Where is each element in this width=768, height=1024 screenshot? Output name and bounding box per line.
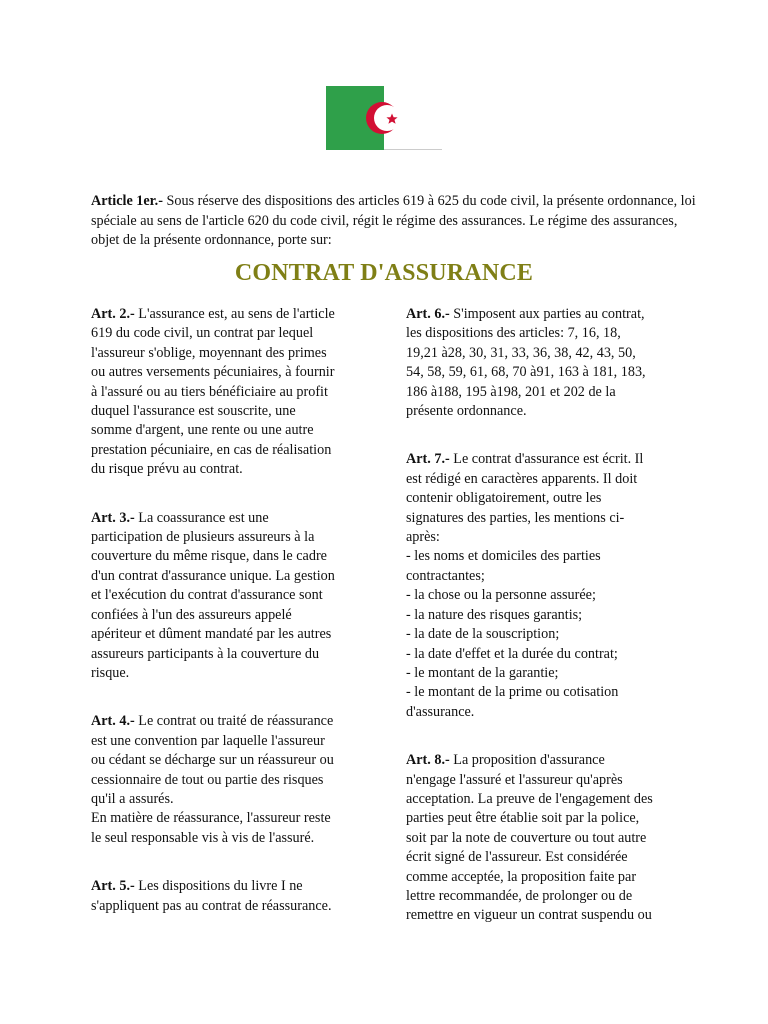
article-line: [91, 567, 373, 586]
right-column: [406, 305, 690, 955]
article-text: les dispositions des articles: 7, 16, 18,: [406, 325, 621, 342]
article-text: parties peut être établie soit par la police,: [406, 810, 640, 827]
article-line: [406, 344, 690, 363]
algerian-flag-image: [326, 86, 442, 150]
article-text: n'engage l'assuré et l'assureur qu'après: [406, 771, 623, 788]
article-text: - la nature des risques garantis;: [406, 606, 583, 623]
article-line: [406, 664, 690, 683]
article-text: confiées à l'un des assureurs appelé: [91, 606, 292, 623]
article-text: prestation pécuniaire, en cas de réalisation: [91, 441, 332, 458]
article-text: s'appliquent pas au contrat de réassurance.: [91, 897, 332, 914]
article-1-paragraph: [91, 192, 701, 251]
article-text: acceptation. La preuve de l'engagement des: [406, 790, 653, 807]
article-line: [406, 383, 690, 402]
article-text: - la date d'effet et la durée du contrat;: [406, 645, 618, 662]
article-label: Art. 3.-: [91, 509, 135, 526]
article-label: Art. 7.-: [406, 451, 450, 468]
article-line: [406, 450, 690, 469]
article-label: Art. 8.-: [406, 752, 450, 769]
article-line: [91, 664, 373, 683]
article-paragraph: [91, 877, 373, 916]
article-line: [91, 586, 373, 605]
article-line: [91, 625, 373, 644]
article-line: [91, 509, 373, 528]
article-line: [406, 809, 690, 828]
article-line: [91, 897, 373, 916]
article-text: En matière de réassurance, l'assureur reste: [91, 810, 331, 827]
article-line: [406, 868, 690, 887]
article-line: [91, 441, 373, 460]
article-line: [406, 509, 690, 528]
article-line: [91, 547, 373, 566]
article-text: 54, 58, 59, 61, 68, 70 à91, 163 à 181, 183,: [406, 364, 646, 381]
article-text: qu'il a assurés.: [91, 790, 174, 807]
article-text: - le montant de la prime ou cotisation: [406, 684, 619, 701]
article-text: le seul responsable vis à vis de l'assuré.: [91, 829, 315, 846]
article-text: et l'exécution du contrat d'assurance sont: [91, 587, 323, 604]
article-text: duquel l'assurance est souscrite, une: [91, 403, 296, 420]
flag-icon: [326, 86, 442, 150]
article-line: [406, 305, 690, 324]
article-label: Art. 2.-: [91, 306, 135, 322]
article-text: L'assurance est, au sens de l'article: [134, 306, 335, 322]
article-paragraph: [91, 712, 373, 848]
article-paragraph: [406, 751, 690, 926]
article-line: [406, 703, 690, 722]
article-text: couverture du même risque, dans le cadre: [91, 548, 327, 565]
article-text: Les dispositions du livre I ne: [134, 878, 303, 895]
article-line: [91, 363, 373, 382]
article-text: écrit signé de l'assureur. Est considérée: [406, 849, 628, 866]
section-title: CONTRAT D'ASSURANCE: [234, 260, 534, 286]
article-line: [91, 344, 373, 363]
article-line: [406, 645, 690, 664]
article-line: [91, 402, 373, 421]
article-text: remettre en vigueur un contrat suspendu ou: [406, 907, 652, 924]
article-text: 19,21 à28, 30, 31, 33, 36, 38, 42, 43, 50,: [406, 344, 636, 361]
article-text: participation de plusieurs assureurs à la: [91, 529, 315, 546]
article-text: contractantes;: [406, 567, 485, 584]
article-line: [91, 324, 373, 343]
article-line: [91, 732, 373, 751]
article-line: [406, 906, 690, 925]
article-text: cessionnaire de tout ou partie des risques: [91, 771, 324, 788]
article-text: à l'assuré ou au tiers bénéficiaire au profit: [91, 383, 328, 400]
article-text: contenir obligatoirement, outre les: [406, 490, 602, 507]
article-text: Le contrat d'assurance est écrit. Il: [449, 451, 644, 468]
article-text: 619 du code civil, un contrat par lequel: [91, 325, 314, 342]
article-line: [91, 305, 373, 324]
article-line: [406, 528, 690, 547]
article-text: présente ordonnance.: [406, 403, 527, 420]
article-paragraph: [406, 450, 690, 722]
article-text: - la chose ou la personne assurée;: [406, 587, 596, 604]
article-line: [91, 751, 373, 770]
article-1-text: Sous réserve des dispositions des articles 619 à 625 du code civil, la présente ordonnance, loi spéciale au sens de l'article 620 du code civil, régit le régime des assurances. Le régime des assurances, objet de la présente ordonnance, porte sur:: [91, 193, 696, 249]
article-text: d'un contrat d'assurance unique. La gestion: [91, 567, 335, 584]
article-text: assureurs participants à la couverture du: [91, 645, 320, 662]
article-line: [91, 790, 373, 809]
article-label: Art. 6.-: [406, 306, 450, 322]
article-label: Art. 4.-: [91, 713, 135, 730]
article-line: [91, 528, 373, 547]
article-line: [91, 712, 373, 731]
article-text: 186 à188, 195 à198, 201 et 202 de la: [406, 383, 616, 400]
article-line: [406, 547, 690, 566]
article-line: [406, 489, 690, 508]
article-line: [406, 683, 690, 702]
article-text: somme d'argent, une rente ou une autre: [91, 422, 314, 439]
article-text: d'assurance.: [406, 703, 475, 720]
article-text: Le contrat ou traité de réassurance: [134, 713, 334, 730]
article-line: [406, 470, 690, 489]
article-text: - la date de la souscription;: [406, 626, 560, 643]
article-line: [91, 460, 373, 479]
article-paragraph: [91, 509, 373, 684]
article-line: [406, 751, 690, 770]
article-text: soit par la note de couverture ou tout autre: [406, 829, 647, 846]
article-text: La proposition d'assurance: [449, 752, 605, 769]
article-line: [406, 324, 690, 343]
article-line: [406, 625, 690, 644]
article-line: [91, 421, 373, 440]
article-text: - le montant de la garantie;: [406, 664, 559, 681]
article-paragraph: [91, 305, 373, 480]
article-text: risque.: [91, 664, 130, 681]
article-text: signatures des parties, les mentions ci-: [406, 509, 625, 526]
article-text: est une convention par laquelle l'assureur: [91, 732, 325, 749]
article-line: [91, 809, 373, 828]
article-line: [91, 829, 373, 848]
article-text: La coassurance est une: [134, 509, 269, 526]
article-text: après:: [406, 529, 440, 546]
article-text: l'assureur s'oblige, moyennant des primes: [91, 344, 327, 361]
article-line: [406, 790, 690, 809]
article-text: S'imposent aux parties au contrat,: [449, 306, 645, 322]
article-line: [406, 606, 690, 625]
article-text: ou cédant se décharge sur un réassureur ou: [91, 752, 334, 769]
article-1-label: Article 1er.-: [91, 193, 163, 209]
article-text: ou autres versements pécuniaires, à fournir: [91, 364, 335, 381]
article-label: Art. 5.-: [91, 878, 135, 895]
article-line: [91, 771, 373, 790]
article-line: [406, 567, 690, 586]
article-line: [406, 887, 690, 906]
article-line: [406, 848, 690, 867]
article-paragraph: [406, 305, 690, 421]
article-text: apériteur et dûment mandaté par les autres: [91, 626, 332, 643]
article-text: lettre recommandée, de prolonger ou de: [406, 887, 633, 904]
article-line: [406, 363, 690, 382]
article-text: du risque prévu au contrat.: [91, 461, 243, 478]
article-line: [91, 877, 373, 896]
article-line: [91, 606, 373, 625]
article-line: [91, 645, 373, 664]
article-text: est rédigé en caractères apparents. Il doit: [406, 470, 638, 487]
article-line: [91, 383, 373, 402]
article-text: comme acceptée, la proposition faite par: [406, 868, 637, 885]
article-line: [406, 586, 690, 605]
article-text: - les noms et domiciles des parties: [406, 548, 601, 565]
article-line: [406, 402, 690, 421]
article-line: [406, 829, 690, 848]
left-column: [91, 305, 373, 945]
article-line: [406, 771, 690, 790]
